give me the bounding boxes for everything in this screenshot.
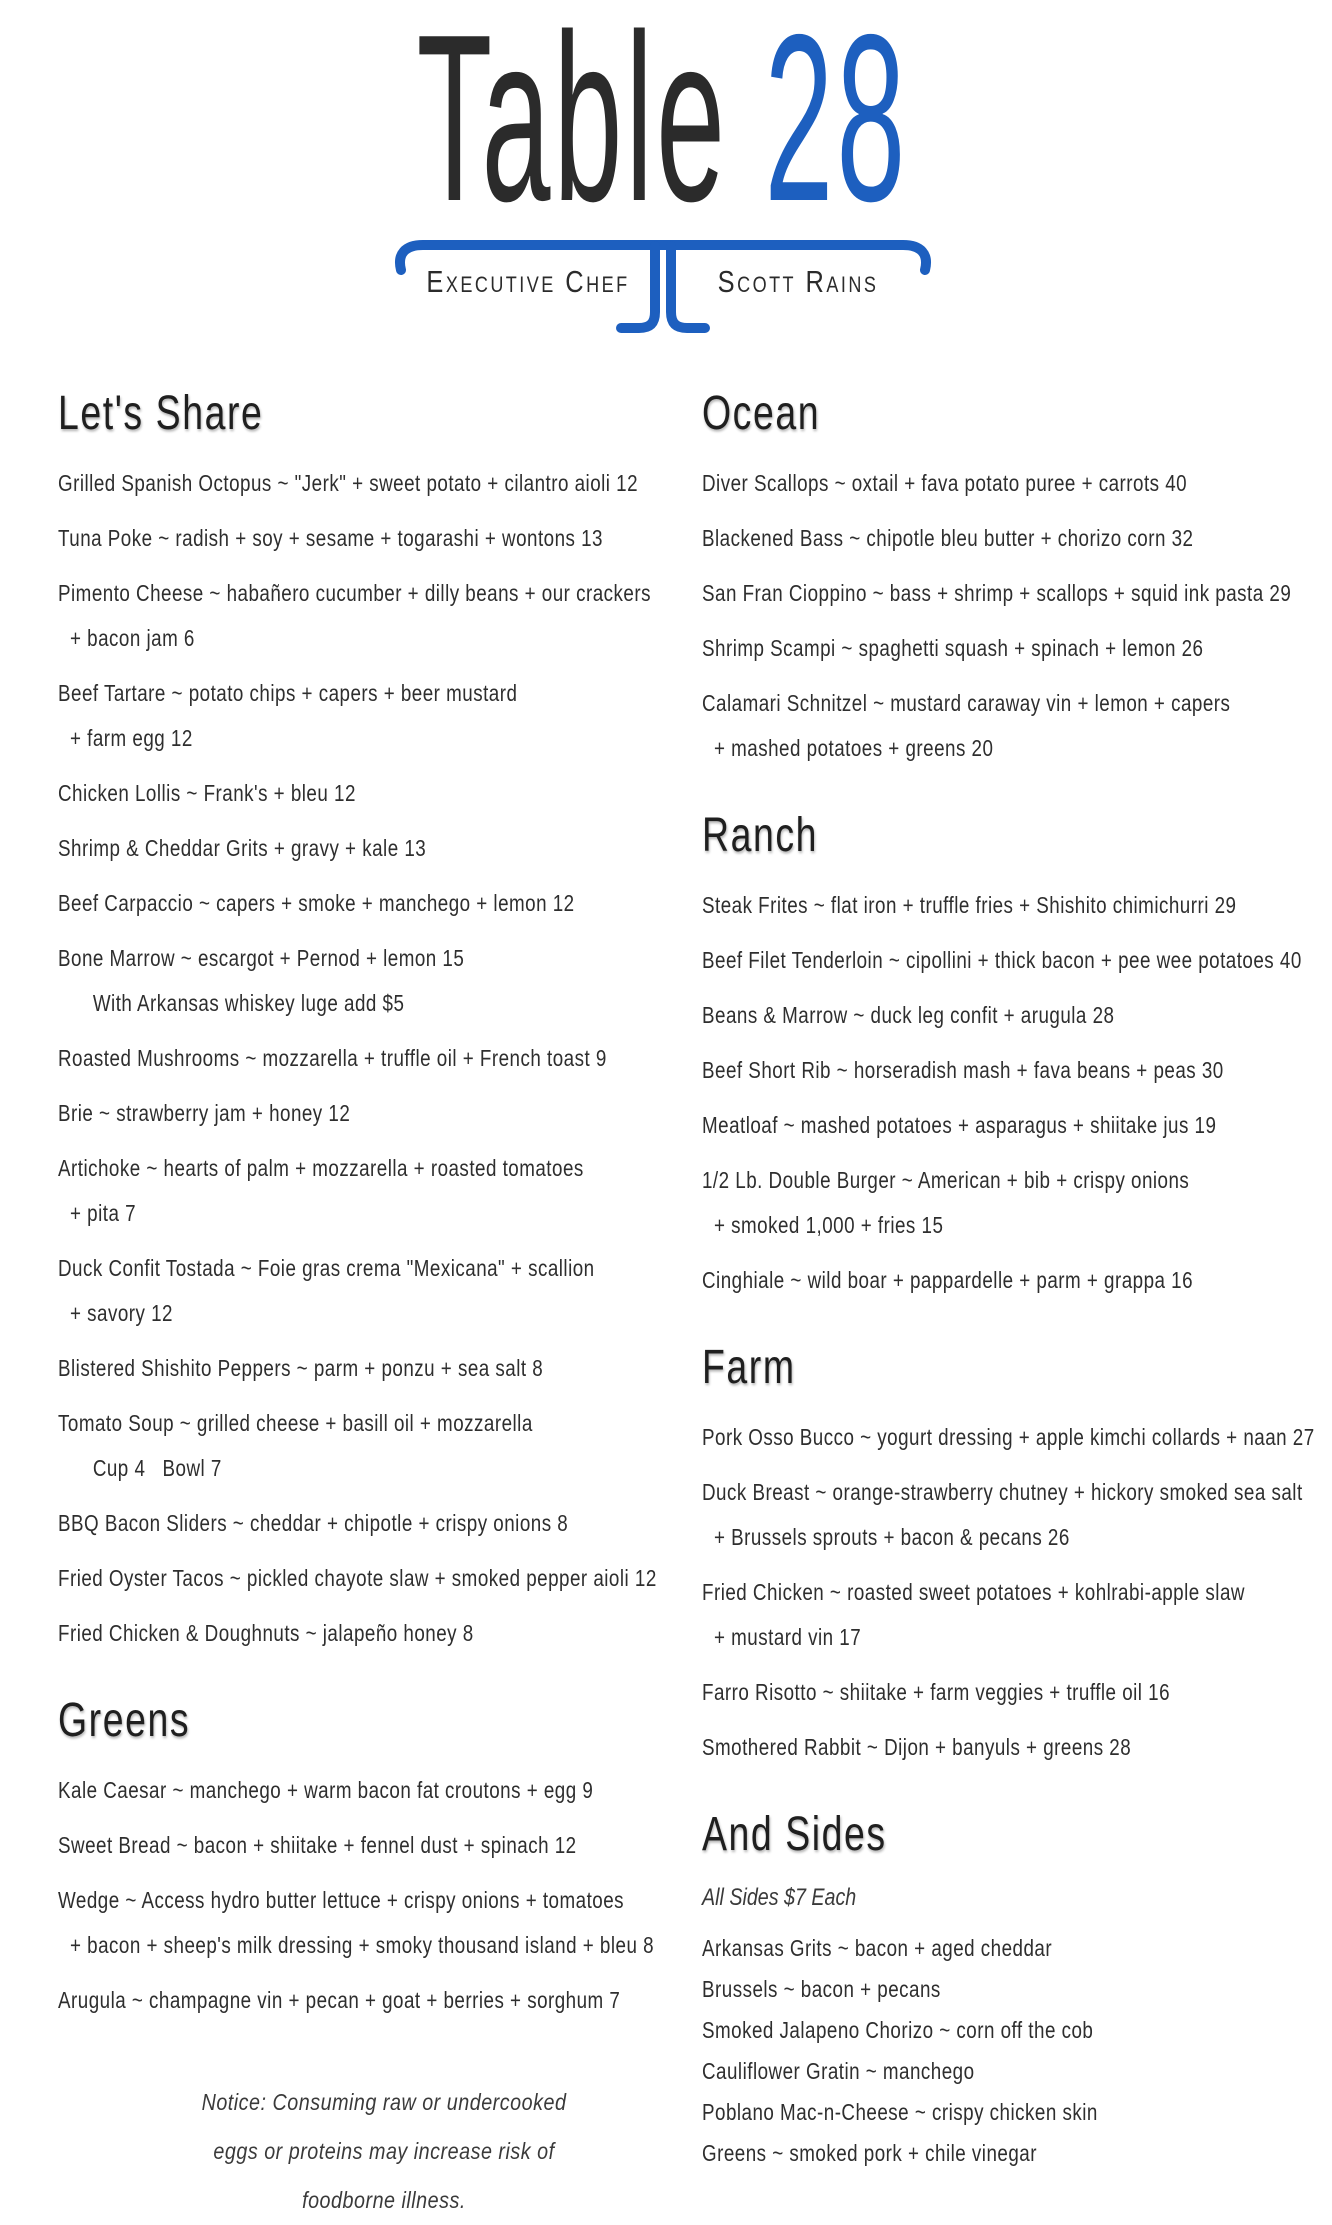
menu-item-line-cont: + bacon jam 6 [70,625,195,651]
logo-emblem [393,236,933,336]
menu-item-line: Grilled Spanish Octopus ~ "Jerk" + sweet potato + cilantro aioli 12 [58,470,639,496]
menu-item [702,2139,1332,2167]
menu-item [58,1409,658,1482]
menu-item [702,2098,1332,2126]
menu-item-line: San Fran Cioppino ~ bass + shrimp + scallops + squid ink pasta 29 [702,580,1292,606]
right-column [702,386,1332,2225]
menu-item [702,1578,1332,1651]
menu-item-line: Meatloaf ~ mashed potatoes + asparagus + shiitake jus 19 [702,1112,1217,1138]
menu-item-line: Beans & Marrow ~ duck leg confit + arugula 28 [702,1002,1115,1028]
menu-item [58,1619,658,1647]
menu-item-line: Roasted Mushrooms ~ mozzarella + truffle oil + French toast 9 [58,1045,607,1071]
menu-item-line: Tomato Soup ~ grilled cheese + basill oil + mozzarella [58,1410,533,1436]
menu-item-line: Beef Tartare ~ potato chips + capers + beer mustard [58,680,518,706]
menu-section-ocean [702,386,1332,762]
menu-item [702,1423,1332,1451]
menu-item [58,1564,658,1592]
menu-item-line: Brie ~ strawberry jam + honey 12 [58,1100,351,1126]
menu-item [702,1166,1332,1239]
menu-item [58,779,658,807]
menu-item-line: Blistered Shishito Peppers ~ parm + ponzu + sea salt 8 [58,1355,544,1381]
section-title-farm: Farm [702,1341,796,1394]
chef-name-label: Scott Rains [717,264,878,299]
menu-item-line-cont: + smoked 1,000 + fries 15 [714,1212,944,1238]
menu-item-line: Steak Frites ~ flat iron + truffle fries + Shishito chimichurri 29 [702,892,1237,918]
menu-item [58,1509,658,1537]
menu-item-line: Poblano Mac-n-Cheese ~ crispy chicken skin [702,2099,1098,2125]
menu-item [702,1975,1332,2003]
menu-item [702,469,1332,497]
menu-item [58,579,658,652]
menu-item-line: Beef Filet Tenderloin ~ cipollini + thick bacon + pee wee potatoes 40 [702,947,1302,973]
menu-item [58,1154,658,1227]
menu-item-line: Cinghiale ~ wild boar + pappardelle + parm + grappa 16 [702,1267,1194,1293]
menu-item-line-cont: + mustard vin 17 [714,1624,862,1650]
menu-item [58,1254,658,1327]
section-note: All Sides $7 Each [702,1884,857,1911]
menu-item-line: Duck Breast ~ orange-strawberry chutney + hickory smoked sea salt [702,1479,1303,1505]
menu-item-line-cont: With Arkansas whiskey luge add $5 [70,990,405,1016]
menu-item-line: Calamari Schnitzel ~ mustard caraway vin + lemon + capers [702,690,1231,716]
menu-item [58,1776,658,1804]
menu-item [58,1986,658,2014]
menu-item-line: Beef Carpaccio ~ capers + smoke + manchego + lemon 12 [58,890,575,916]
menu-item [702,891,1332,919]
restaurant-logo [318,0,1007,251]
menu-item-line: Chicken Lollis ~ Frank's + bleu 12 [58,780,356,806]
menu-item-line: Bone Marrow ~ escargot + Pernod + lemon 15 [58,945,465,971]
menu-item-line-cont: + savory 12 [70,1300,173,1326]
menu-section-farm [702,1340,1332,1761]
menu-section-lets-share [58,386,658,1647]
menu-section-and-sides [702,1807,1332,2167]
menu-item-line: Fried Chicken & Doughnuts ~ jalapeño honey 8 [58,1620,474,1646]
menu-item [702,946,1332,974]
chef-labels [393,264,933,300]
notice-line: eggs or proteins may increase risk of [213,2138,555,2164]
menu-item [702,634,1332,662]
menu-item-line: Cauliflower Gratin ~ manchego [702,2058,975,2084]
menu-item-line: Tuna Poke ~ radish + soy + sesame + togarashi + wontons 13 [58,525,603,551]
menu-item [702,1266,1332,1294]
menu-item-line-cont: + mashed potatoes + greens 20 [714,735,994,761]
left-column [58,386,658,2225]
menu-item-line: Fried Chicken ~ roasted sweet potatoes + kohlrabi-apple slaw [702,1579,1245,1605]
menu-item-line: 1/2 Lb. Double Burger ~ American + bib + crispy onions [702,1167,1190,1193]
section-title-and-sides: And Sides [702,1808,887,1861]
menu-item-line: Shrimp Scampi ~ spaghetti squash + spinach + lemon 26 [702,635,1204,661]
menu-item [702,1733,1332,1761]
menu-body [0,386,1325,2225]
menu-item-line: BBQ Bacon Sliders ~ cheddar + chipotle + crispy onions 8 [58,1510,569,1536]
menu-item-line: Beef Short Rib ~ horseradish mash + fava beans + peas 30 [702,1057,1224,1083]
menu-item [58,524,658,552]
menu-item [58,1099,658,1127]
menu-item-line: Shrimp & Cheddar Grits + gravy + kale 13 [58,835,427,861]
menu-item-line: Pimento Cheese ~ habañero cucumber + dilly beans + our crackers [58,580,651,606]
menu-item-line-cont: Cup 4 Bowl 7 [70,1455,222,1481]
menu-item-line: Smothered Rabbit ~ Dijon + banyuls + greens 28 [702,1734,1132,1760]
menu-item-line-cont: + Brussels sprouts + bacon & pecans 26 [714,1524,1070,1550]
menu-item [58,1886,658,1959]
logo-word: Table [416,0,729,251]
menu-item-line: Artichoke ~ hearts of palm + mozzarella + roasted tomatoes [58,1155,584,1181]
menu-header [0,0,1325,336]
menu-item [58,1831,658,1859]
menu-item [58,679,658,752]
menu-item [702,1934,1332,1962]
menu-item-line: Duck Confit Tostada ~ Foie gras crema "Mexicana" + scallion [58,1255,595,1281]
menu-item-line: Farro Risotto ~ shiitake + farm veggies + truffle oil 16 [702,1679,1171,1705]
section-title-greens: Greens [58,1694,191,1747]
menu-item-line: Sweet Bread ~ bacon + shiitake + fennel dust + spinach 12 [58,1832,577,1858]
section-title-ocean: Ocean [702,387,821,440]
menu-item-line: Pork Osso Bucco ~ yogurt dressing + apple kimchi collards + naan 27 [702,1424,1315,1450]
menu-item [702,1678,1332,1706]
menu-item [702,1478,1332,1551]
section-title-ranch: Ranch [702,809,819,862]
menu-item-line: Blackened Bass ~ chipotle bleu butter + chorizo corn 32 [702,525,1194,551]
menu-item-line: Wedge ~ Access hydro butter lettuce + crispy onions + tomatoes [58,1887,625,1913]
menu-item-line: Fried Oyster Tacos ~ pickled chayote slaw + smoked pepper aioli 12 [58,1565,657,1591]
menu-item [702,1056,1332,1084]
menu-item [58,834,658,862]
menu-item [702,1001,1332,1029]
section-title-lets-share: Let's Share [58,387,264,440]
menu-item [58,889,658,917]
menu-item-line: Kale Caesar ~ manchego + warm bacon fat croutons + egg 9 [58,1777,594,1803]
menu-section-ranch [702,808,1332,1294]
menu-item [58,1354,658,1382]
menu-item [58,1044,658,1072]
menu-item-line: Arugula ~ champagne vin + pecan + goat + berries + sorghum 7 [58,1987,621,2013]
allergy-notice [104,2078,664,2225]
chef-title-label: Executive Chef [425,264,630,299]
menu-item [702,2057,1332,2085]
menu-item-line: Arkansas Grits ~ bacon + aged cheddar [702,1935,1053,1961]
logo-number: 28 [764,0,909,251]
menu-item-line: Diver Scallops ~ oxtail + fava potato puree + carrots 40 [702,470,1188,496]
menu-item [58,944,658,1017]
menu-item-line: Brussels ~ bacon + pecans [702,1976,941,2002]
menu-item [702,689,1332,762]
notice-line: Notice: Consuming raw or undercooked [201,2089,567,2115]
menu-item-line: Greens ~ smoked pork + chile vinegar [702,2140,1037,2166]
menu-item-line-cont: + farm egg 12 [70,725,193,751]
menu-item [58,469,658,497]
menu-item-line: Smoked Jalapeno Chorizo ~ corn off the cob [702,2017,1094,2043]
menu-item-line-cont: + pita 7 [70,1200,137,1226]
menu-item [702,2016,1332,2044]
menu-section-greens [58,1693,658,2014]
menu-item-line-cont: + bacon + sheep's milk dressing + smoky thousand island + bleu 8 [70,1932,655,1958]
notice-line: foodborne illness. [302,2187,466,2213]
menu-item [702,579,1332,607]
menu-item [702,524,1332,552]
menu-item [702,1111,1332,1139]
